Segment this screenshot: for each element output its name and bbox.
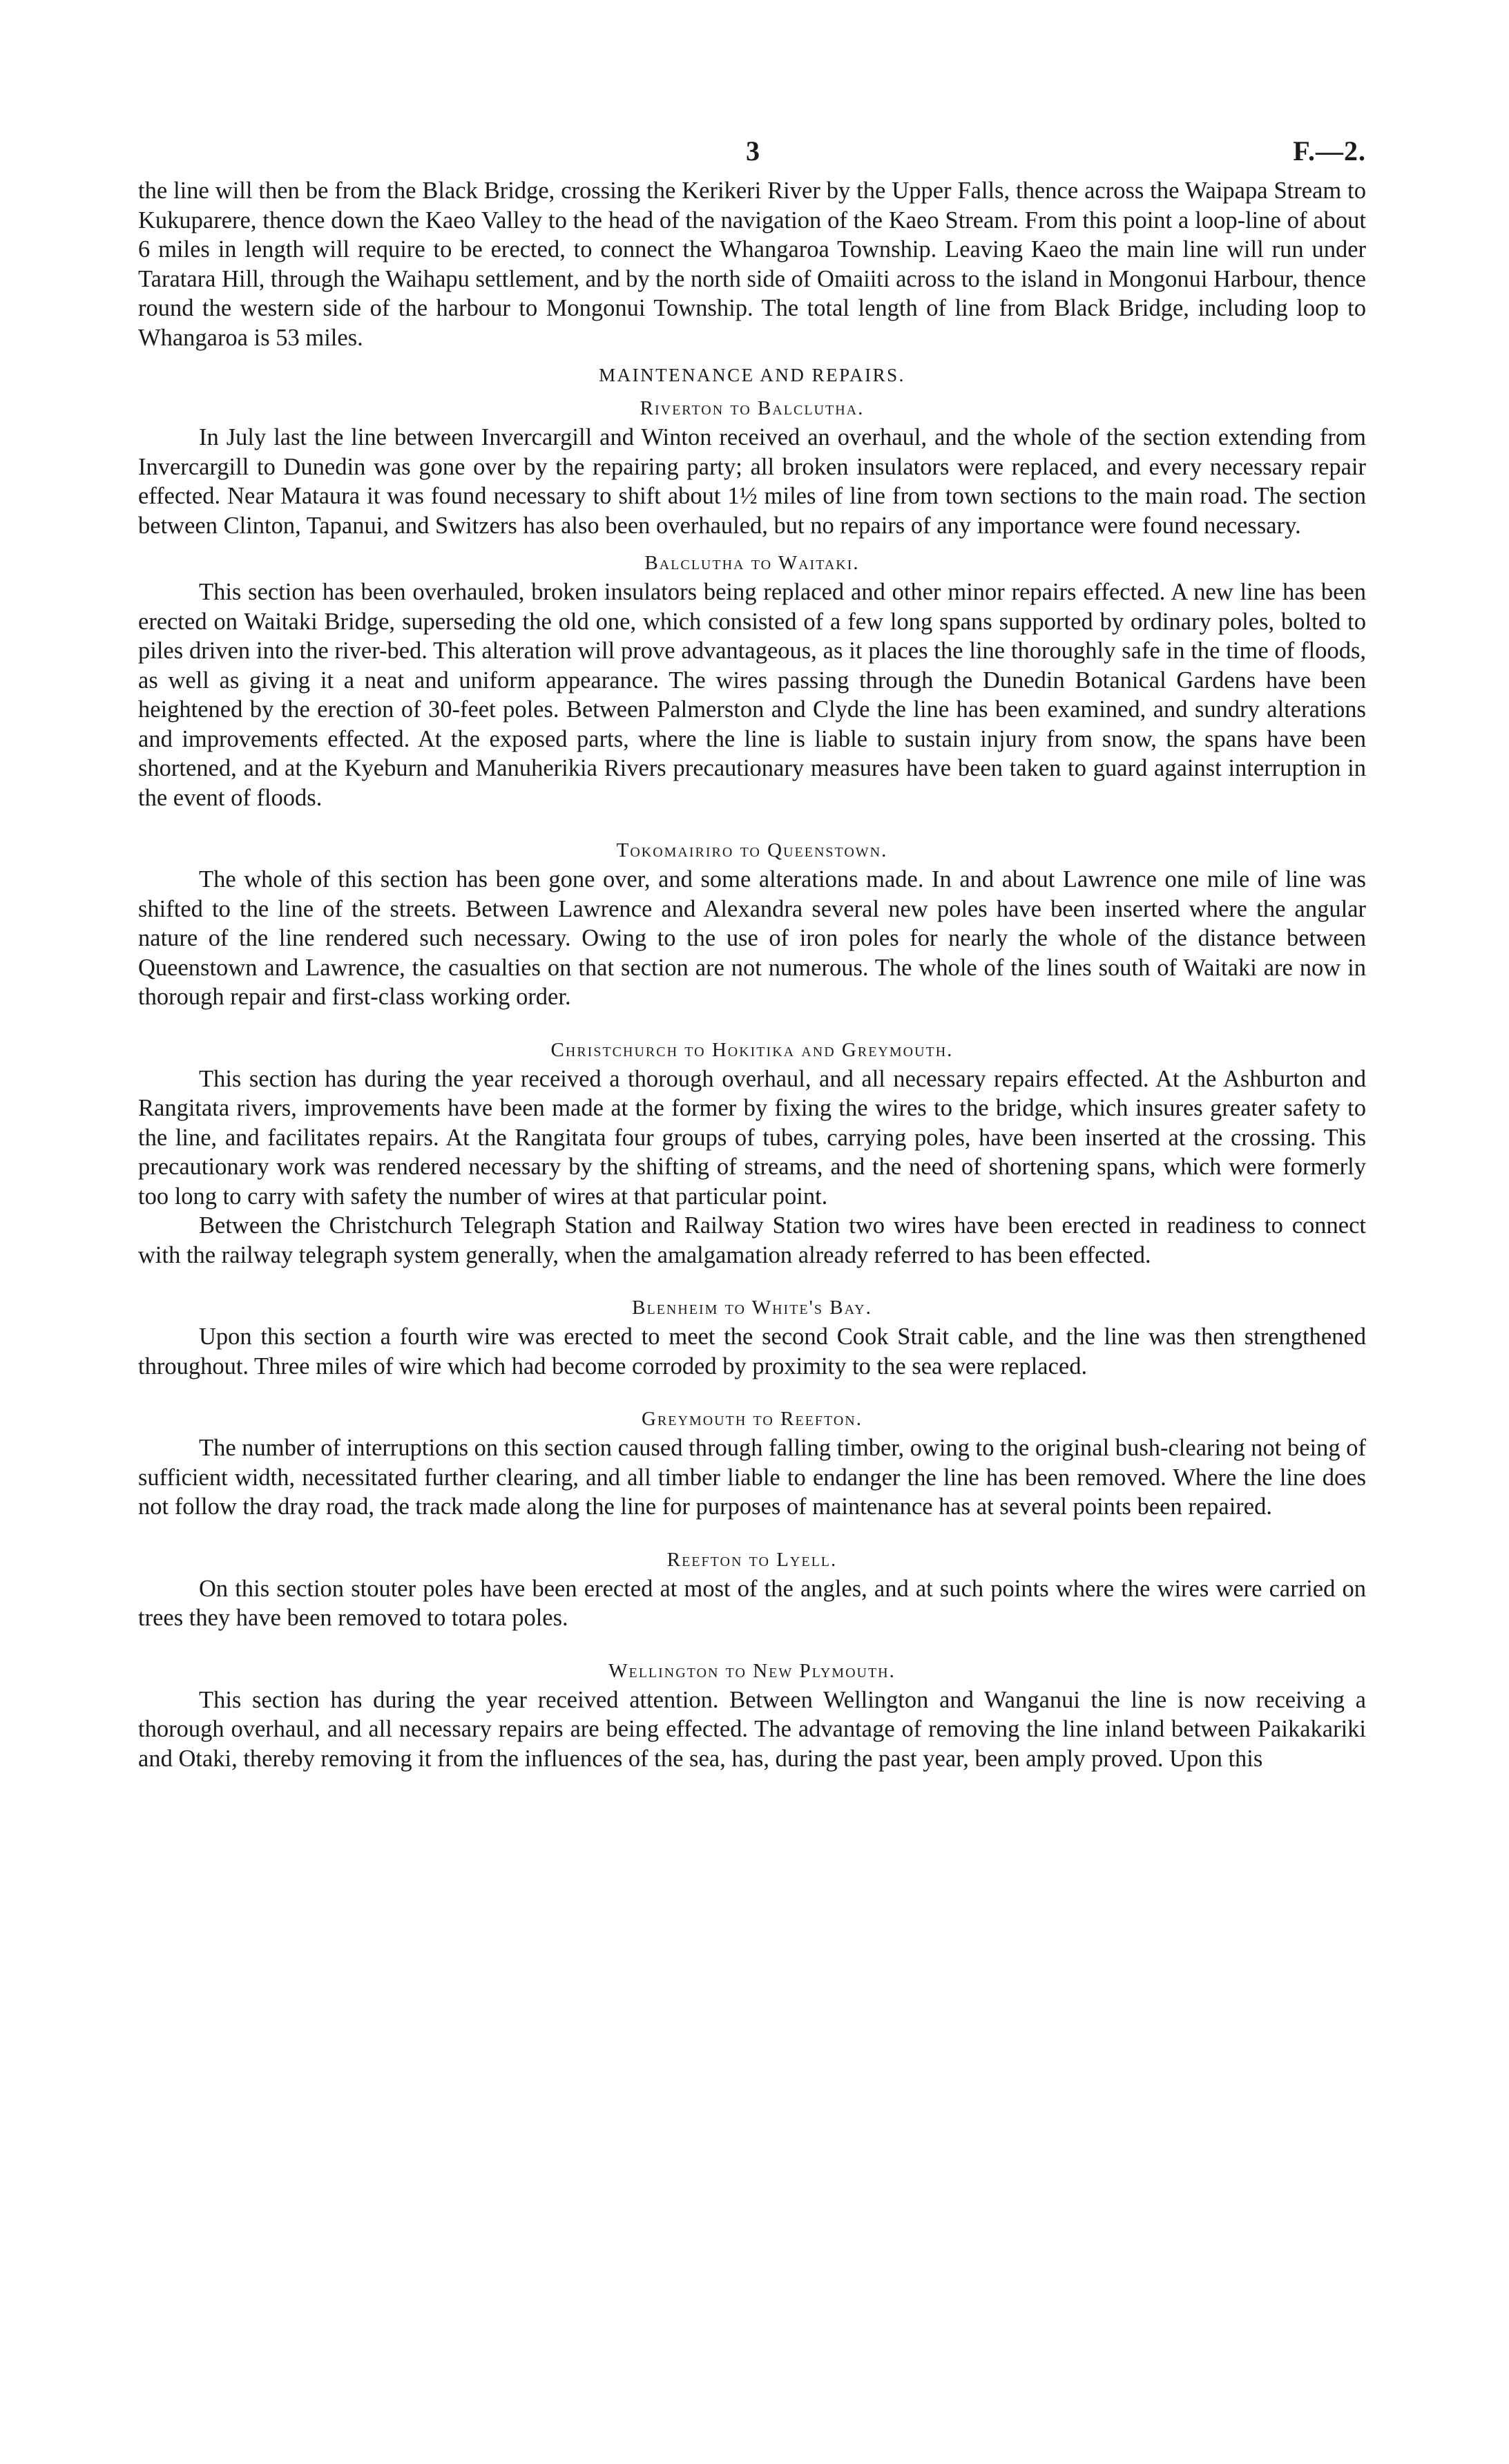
- section-paragraph: This section has during the year received a thorough overhaul, and all necessary repairs effected. At the Ashburton and Rangitata rivers, improvements have been made at the former by fixing the wires to the bridge, which insures greater safety to the line, and facilitates repairs. At the Rangitata four groups of tubes, carrying poles, have been inserted at the crossing. This precautionary work was rendered necessary by the shifting of streams, and the need of shortening spans, which were formerly too long to carry with safety the number of wires at that particular point.: [138, 1065, 1366, 1210]
- section-heading-balclutha-waitaki: Balclutha to Waitaki.: [644, 552, 860, 574]
- main-heading: MAINTENANCE AND REPAIRS.: [599, 365, 905, 385]
- section-paragraph: This section has been overhauled, broken insulators being replaced and other minor repairs effected. A new line has been erected on Waitaki Bridge, superseding the old one, which consisted of a few long spans supported by ordinary poles, bolted to piles driven into the river-bed. This alteration will prove advantageous, as it places the line thoroughly safe in the time of floods, as well as giving it a neat and uniform appearance. The wires passing through the Dunedin Botanical Gardens have been heightened by the erection of 30-feet poles. Between Palmerston and Clyde the line has been examined, and sundry alterations and improvements effected. At the exposed parts, where the line is liable to sustain injury from snow, the spans have been shortened, and at the Kyeburn and Manuherikia Rivers precautionary measures have been taken to guard against interruption in the event of floods.: [138, 579, 1366, 811]
- section-paragraph: This section has during the year received attention. Between Wellington and Wanganui the line is now receiving a thorough overhaul, and all necessary repairs are being effected. The advantage of removing the line inland between Paikakariki and Otaki, thereby removing it from the influences of the sea, has, during the past year, been amply proved. Upon this: [138, 1686, 1366, 1772]
- section-heading-wellington-new-plymouth: Wellington to New Plymouth.: [608, 1659, 896, 1682]
- page-header: [138, 135, 1366, 176]
- section-heading-riverton-balclutha: Riverton to Balclutha.: [640, 397, 865, 419]
- section-paragraph: Upon this section a fourth wire was erected to meet the second Cook Strait cable, and the line was then strengthened throughout. Three miles of wire which had become corroded by proximity to the sea were replaced.: [138, 1324, 1366, 1379]
- section-paragraph: On this section stouter poles have been erected at most of the angles, and at such points where the wires were carried on trees they have been removed to totara poles.: [138, 1575, 1366, 1631]
- section-heading-christchurch-hokitika: Christchurch to Hokitika and Greymouth.: [550, 1038, 954, 1061]
- section-heading-greymouth-reefton: Greymouth to Reefton.: [642, 1408, 863, 1430]
- section-paragraph: Between the Christchurch Telegraph Station and Railway Station two wires have been erected in readiness to connect with the railway telegraph system generally, when the amalgamation already referred to has been effected.: [138, 1212, 1366, 1268]
- section-paragraph: The whole of this section has been gone over, and some alterations made. In and about Lawrence one mile of line was shifted to the line of the streets. Between Lawrence and Alexandra several new poles have been inserted where the angular nature of the line rendered such necessary. Owing to the use of iron poles for nearly the whole of the distance between Queenstown and Lawrence, the casualties on that section are not numerous. The whole of the lines south of Waitaki are now in thorough repair and first-class working order.: [138, 866, 1366, 1010]
- section-paragraph: In July last the line between Invercargill and Winton received an overhaul, and the whole of the section extending from Invercargill to Dunedin was gone over by the repairing party; all broken insulators were replaced, and every necessary repair effected. Near Mataura it was found necessary to shift about 1½ miles of line from town sections to the main road. The section between Clinton, Tapanui, and Switzers has also been overhauled, but no repairs of any importance were found necessary.: [138, 424, 1366, 539]
- section-paragraph: The number of interruptions on this section caused through falling timber, owing to the original bush-clearing not being of sufficient width, necessitated further clearing, and all timber liable to endanger the line has been removed. Where the line does not follow the dray road, the track made along the line for purposes of maintenance has at several points been repaired.: [138, 1435, 1366, 1520]
- document-page: [138, 135, 1366, 1773]
- page-number: 3: [746, 135, 760, 166]
- intro-paragraph: the line will then be from the Black Bridge, crossing the Kerikeri River by the Upper Falls, thence across the Waipapa Stream to Kukuparere, thence down the Kaeo Valley to the head of the navigation of the Kaeo Stream. From this point a loop-line of about 6 miles in length will require to be erected, to connect the Whangaroa Township. Leaving Kaeo the main line will run under Taratara Hill, through the Waihapu settlement, and by the north side of Omaiiti across to the island in Mongonui Harbour, thence round the western side of the harbour to Mongonui Township. The total length of line from Black Bridge, including loop to Whangaroa is 53 miles.: [138, 178, 1366, 351]
- document-code: F.—2.: [1293, 135, 1366, 166]
- section-heading-blenheim-whites-bay: Blenheim to White's Bay.: [632, 1297, 872, 1319]
- section-heading-tokomairiro-queenstown: Tokomairiro to Queenstown.: [616, 839, 888, 861]
- section-heading-reefton-lyell: Reefton to Lyell.: [666, 1548, 838, 1571]
